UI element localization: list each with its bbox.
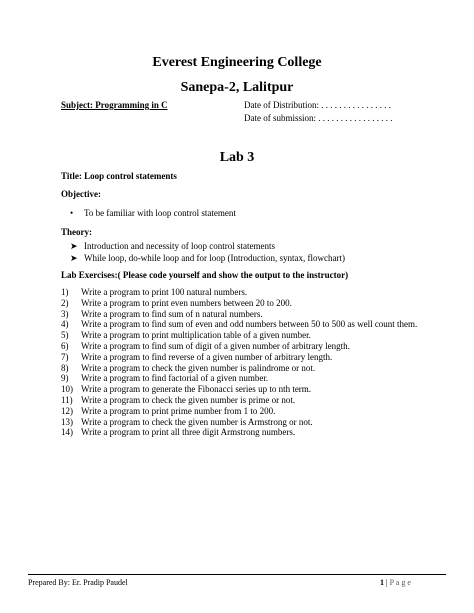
exercise-number: 7) — [61, 351, 69, 362]
exercise-number: 14) — [61, 427, 73, 438]
theory-item — [70, 241, 275, 252]
footer-page-indicator — [380, 578, 411, 587]
objective-item-text: To be familiar with loop control statement — [84, 208, 236, 218]
college-location: Sanepa-2, Lalitpur — [180, 80, 294, 95]
lab-exercises-heading: Lab Exercises:( Please code yourself and show the output to the instructor) — [61, 270, 349, 280]
footer-divider — [28, 574, 446, 575]
exercise-number: 8) — [61, 362, 69, 373]
exercise-number: 6) — [61, 340, 69, 351]
exercise-item — [61, 352, 421, 363]
exercise-item — [61, 298, 421, 309]
exercise-text: Write a program to print 100 natural numbers. — [81, 287, 248, 297]
exercise-text: Write a program to find reverse of a given number of arbitrary length. — [81, 351, 333, 362]
exercise-item — [61, 406, 421, 417]
exercise-item — [61, 363, 421, 374]
bullet-dot-icon: • — [70, 208, 74, 218]
arrow-bullet-icon: ➤ — [70, 241, 78, 251]
exercise-text: Write a program to check the given number is Armstrong or not. — [81, 416, 313, 427]
exercise-number: 9) — [61, 373, 69, 384]
exercise-text: Write a program to print prime number from 1 to 200. — [81, 405, 276, 416]
college-name: Everest Engineering College — [152, 55, 322, 70]
date-of-distribution: Date of Distribution: . . . . . . . . . . . . . . . . — [244, 100, 391, 110]
theory-item — [70, 253, 345, 264]
exercise-text: Write a program to find factorial of a given number. — [81, 373, 269, 384]
exercise-text: Write a program to check the given number is prime or not. — [81, 394, 296, 405]
exercise-text: Write a program to check the given number is palindrome or not. — [81, 362, 316, 373]
exercise-item — [61, 427, 421, 438]
exercise-number: 10) — [61, 384, 73, 395]
arrow-bullet-icon: ➤ — [70, 253, 78, 263]
exercise-item — [61, 373, 421, 384]
theory-item-text: While loop, do-while loop and for loop (Introduction, syntax, flowchart) — [84, 253, 345, 263]
exercise-item — [61, 384, 421, 395]
exercise-text: Write a program to print even numbers between 20 to 200. — [81, 297, 292, 308]
theory-item-text: Introduction and necessity of loop control statements — [84, 241, 275, 251]
exercise-text: Write a program to find sum of digit of a given number of arbitrary length. — [81, 340, 350, 351]
page-separator: | — [384, 578, 390, 587]
date-of-submission: Date of submission: . . . . . . . . . . . . . . . . . — [244, 113, 393, 123]
exercise-item — [61, 417, 421, 428]
exercise-text: Write a program to find sum of even and odd numbers between 50 to 500 as well count them. — [81, 319, 418, 330]
theory-heading: Theory: — [61, 227, 92, 237]
page-number: 1 — [380, 578, 384, 587]
objective-item — [70, 208, 236, 218]
exercise-text: Write a program to print multiplication table of a given number. — [81, 330, 311, 341]
exercise-number: 2) — [61, 297, 69, 308]
exercise-number: 12) — [61, 405, 73, 416]
exercise-number: 3) — [61, 308, 69, 319]
footer-prepared-by: Prepared By: Er. Pradip Paudel — [28, 578, 128, 587]
exercise-number: 13) — [61, 416, 73, 427]
exercise-text: Write a program to generate the Fibonacci series up to nth term. — [81, 384, 312, 395]
exercise-item — [61, 309, 421, 320]
subject-label: Subject: Programming in C — [61, 100, 168, 110]
page-label: P a g e — [389, 578, 411, 587]
exercise-item — [61, 287, 421, 298]
exercise-number: 1) — [61, 287, 69, 297]
exercise-list — [61, 287, 421, 438]
exercise-text: Write a program to find sum of n natural numbers. — [81, 308, 263, 319]
exercise-number: 5) — [61, 330, 69, 341]
exercise-text: Write a program to print all three digit Armstrong numbers. — [81, 427, 296, 438]
exercise-item — [61, 341, 421, 352]
lab-number-title: Lab 3 — [219, 150, 255, 165]
exercise-number: 11) — [61, 394, 73, 405]
exercise-item — [61, 319, 421, 330]
exercise-item — [61, 330, 421, 341]
exercise-number: 4) — [61, 319, 69, 330]
lab-title-line: Title: Loop control statements — [61, 171, 177, 181]
objective-heading: Objective: — [61, 189, 101, 199]
exercise-item — [61, 395, 421, 406]
